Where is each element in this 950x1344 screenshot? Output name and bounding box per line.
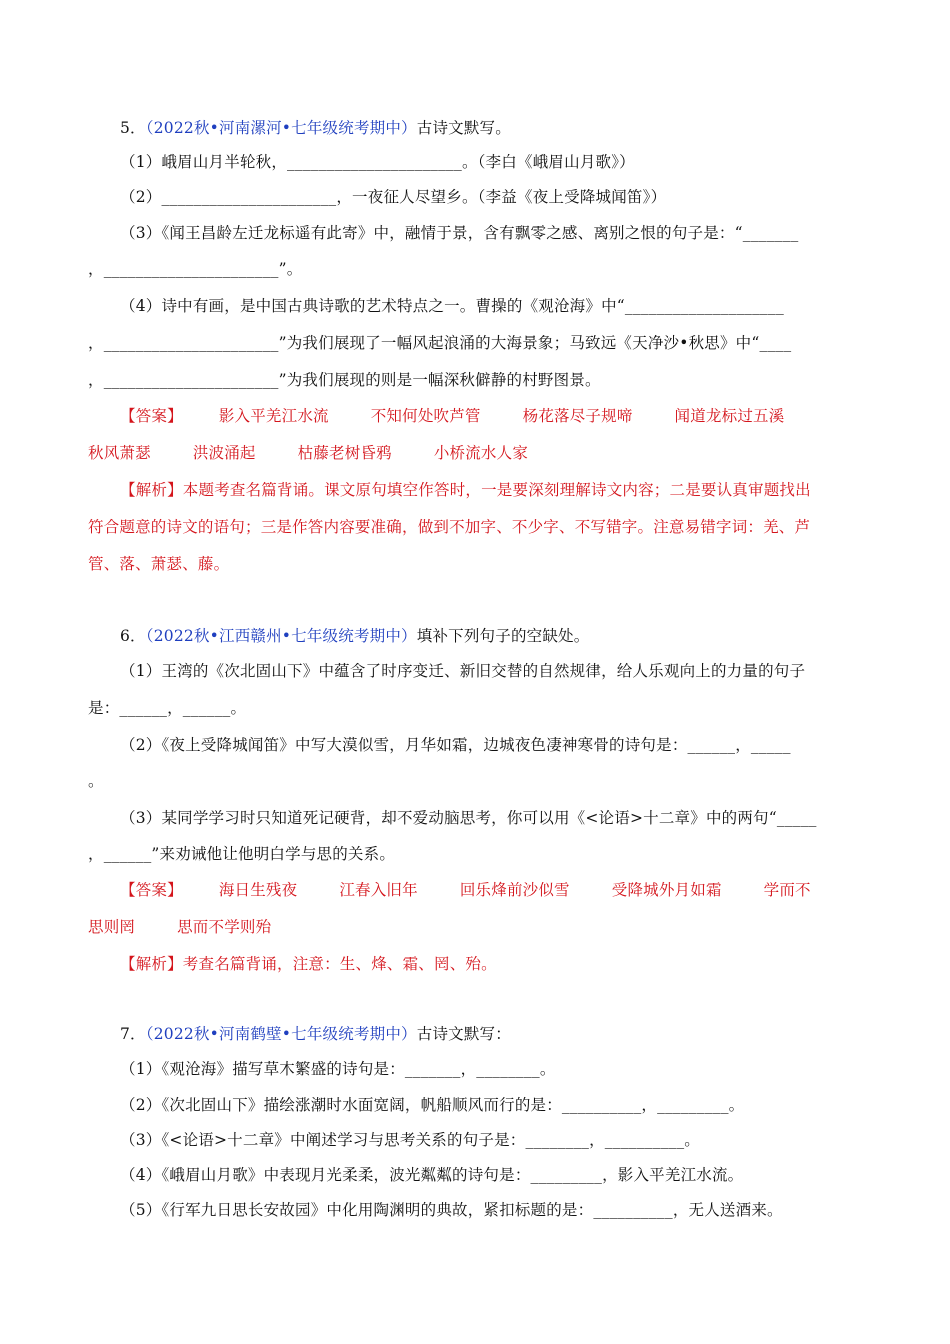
question-line: ，______________________”为我们展现了一幅风起浪涌的大海景象；马致远《天净沙•秋思》中“____ [88,334,792,352]
question-line: （1）王湾的《次北固山下》中蕴含了时序变迁、新旧交替的自然规律，给人乐观向上的力量的句子 [120,662,806,680]
question-prompt: 古诗文默写。 [416,119,511,137]
question-line: 。 [88,772,104,790]
analysis-line: 【解析】本题考查名篇背诵。课文原句填空作答时，一是要深刻理解诗文内容；二是要认真审题找出 [120,481,811,499]
question-line: ，______________________”为我们展现的则是一幅深秋僻静的村野图景。 [88,371,601,389]
question-number: 5． [120,119,146,137]
question-line: （4）《峨眉山月歌》中表现月光柔柔，波光粼粼的诗句是：_________，影入平羌江水流。 [120,1166,744,1184]
answer-label: 【答案】 [120,407,183,425]
answer-label: 【答案】 [120,881,183,899]
answer-row [88,442,868,464]
answer-item: 秋风萧瑟 [88,444,151,462]
question-line: （2）______________________，一夜征人尽望乡。（李益《夜上受降城闻笛》） [120,188,667,206]
answer-item: 海日生残夜 [218,881,298,899]
question-line: （2）《次北固山下》描绘涨潮时水面宽阔，帆船顺风而行的是：__________，_________。 [120,1096,745,1114]
question-line: （5）《行军九日思长安故园》中化用陶渊明的典故，紧扣标题的是：__________，无人送酒来。 [120,1201,783,1219]
question-number: 6． [120,627,146,645]
answer-item: 学而不 [763,881,811,899]
question-line: （4）诗中有画，是中国古典诗歌的艺术特点之一。曹操的《观沧海》中“____________________ [120,297,784,315]
question-line: ，______________________”。 [88,260,303,278]
question-5-header [120,117,900,139]
question-line: ，______”来劝诫他让他明白学与思的关系。 [88,845,396,863]
question-source: （2022秋•河南鹤壁•七年级统考期中） [145,1025,417,1043]
answer-item: 影入平羌江水流 [218,407,329,425]
answer-item: 洪波涌起 [192,444,256,462]
question-line: 是：______，______。 [88,699,247,717]
question-prompt: 填补下列句子的空缺处。 [416,627,590,645]
answer-item: 枯藤老树昏鸦 [297,444,392,462]
answer-row [88,916,868,938]
question-line: （1）峨眉山月半轮秋，______________________。（李白《峨眉山月歌》） [120,153,635,171]
question-line: （3）《闻王昌龄左迁龙标遥有此寄》中，融情于景，含有飘零之感、离别之恨的句子是：“_______ [120,224,799,242]
question-number: 7． [120,1025,146,1043]
analysis-line: 【解析】考查名篇背诵，注意：生、烽、霜、罔、殆。 [120,955,497,973]
question-source: （2022秋•江西赣州•七年级统考期中） [145,627,417,645]
question-line: （3）《<论语>十二章》中阐述学习与思考关系的句子是：________，__________。 [120,1131,700,1149]
answer-item: 受降城外月如霜 [611,881,722,899]
question-6-header [120,625,900,647]
answer-item: 江春入旧年 [339,881,418,899]
question-prompt: 古诗文默写： [416,1025,511,1043]
answer-item: 杨花落尽子规啼 [522,407,633,425]
question-line: （2）《夜上受降城闻笛》中写大漠似雪，月华如霜，边城夜色凄神寒骨的诗句是：______，_____ [120,736,791,754]
answer-item: 闻道龙标过五溪 [674,407,785,425]
answer-item: 小桥流水人家 [433,444,529,462]
answer-item: 回乐烽前沙似雪 [459,881,570,899]
question-7-header [120,1023,900,1045]
answer-item: 思则罔 [88,918,136,936]
analysis-line: 管、落、萧瑟、藤。 [88,555,230,573]
answer-item: 不知何处吹芦管 [370,407,481,425]
answer-row [120,879,900,901]
question-source: （2022秋•河南漯河•七年级统考期中） [145,119,417,137]
question-line: （3）某同学学习时只知道死记硬背，却不爱动脑思考，你可以用《<论语>十二章》中的两句“_____ [120,809,817,827]
question-line: （1）《观沧海》描写草木繁盛的诗句是：_______，________。 [120,1060,556,1078]
answer-item: 思而不学则殆 [177,918,272,936]
answer-row [120,405,900,427]
analysis-line: 符合题意的诗文的语句；三是作答内容要准确，做到不加字、不少字、不写错字。注意易错字词：羌、芦 [88,518,811,536]
